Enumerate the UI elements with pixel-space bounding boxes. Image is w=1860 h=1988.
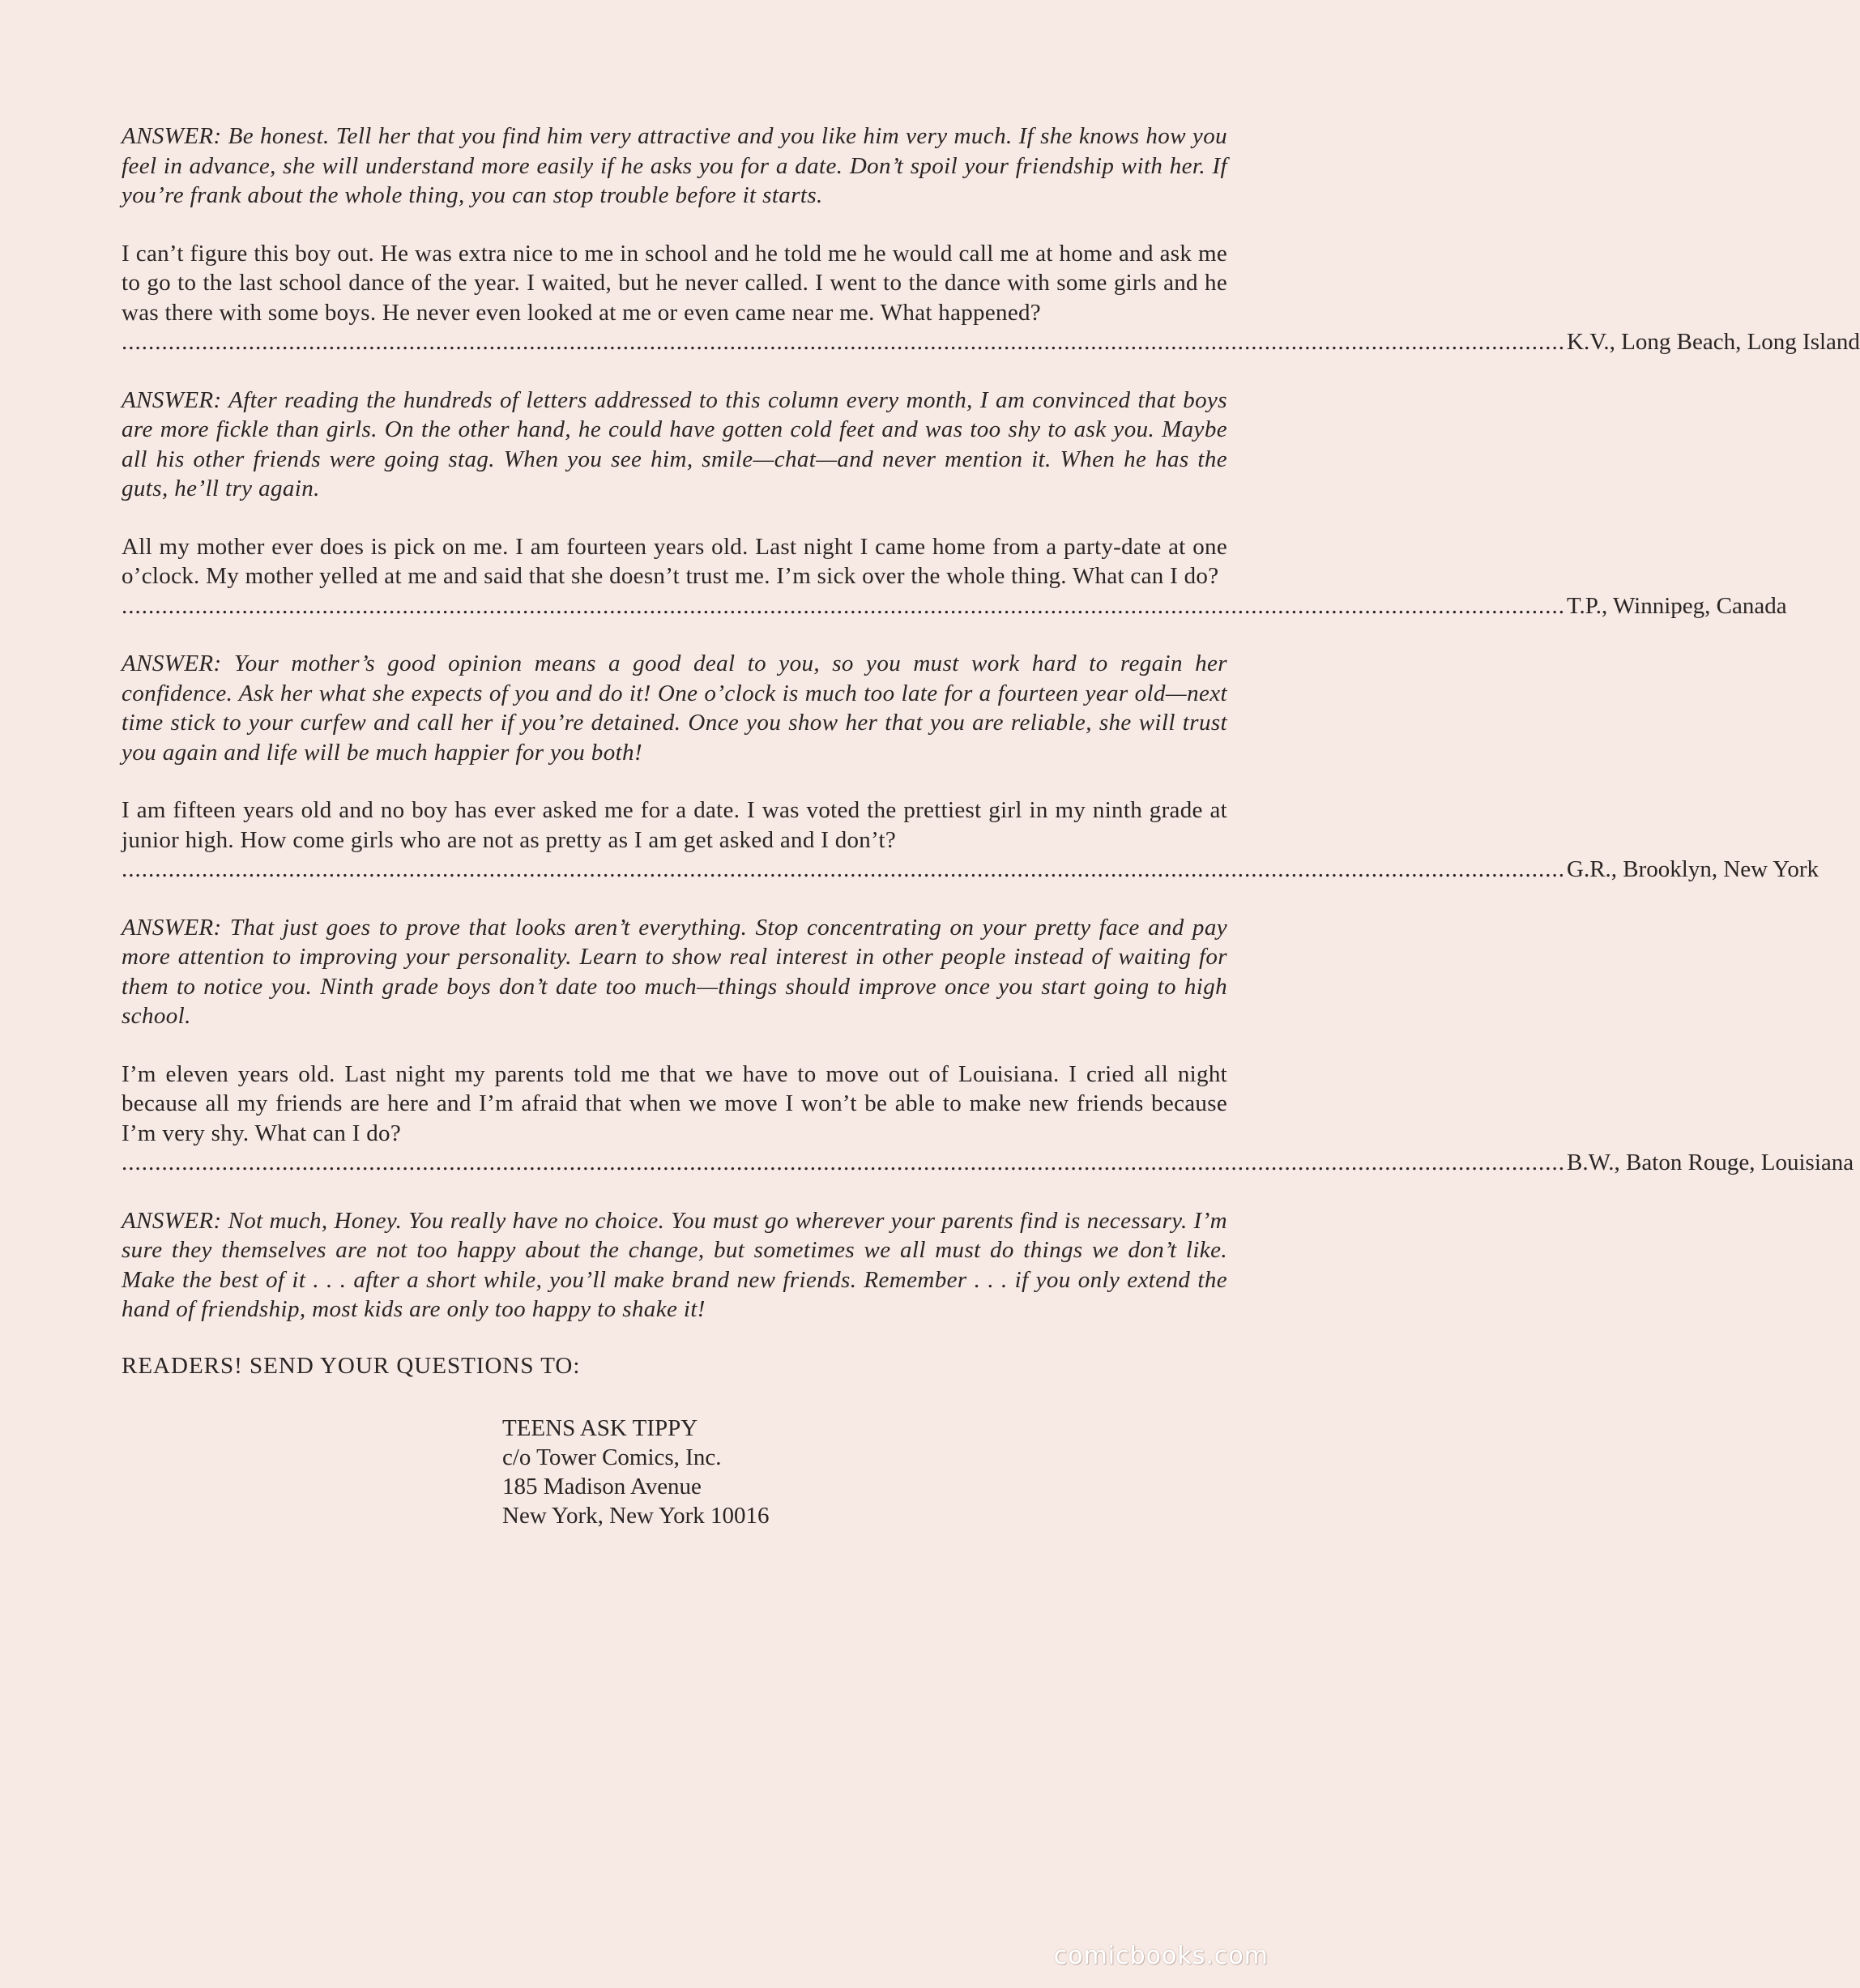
dot-leader: ........................................................................................................................................................................................................................ — [122, 329, 1565, 355]
answer-4: ANSWER: That just goes to prove that looks aren’t everything. Stop concentrating on your pretty face and pay more attention to improving your personality. Learn to show real interest in other people instead of waiting for them to notice you. Ninth grade boys don’t date too much—things should improve once you start going to high school. — [122, 914, 1227, 1029]
question-3: All my mother ever does is pick on me. I am fourteen years old. Last night I came home from a party-date at one o’clock. My mother yelled at me and said that she doesn’t trust me. I’m sick over the whole thing. What can I do? — [122, 533, 1227, 589]
question-5: I’m eleven years old. Last night my parents told me that we have to move out of Louisiana. I cried all night because all my friends are here and I’m afraid that when we move I won’t be able to make new friends because I’m very shy. What can I do? — [122, 1060, 1227, 1146]
dot-leader: ........................................................................................................................................................................................................................ — [122, 592, 1565, 619]
signature-5: B.W., Baton Rouge, Louisiana — [1567, 1150, 1854, 1175]
signature-2: K.V., Long Beach, Long Island — [1567, 329, 1860, 355]
readers-heading: READERS! SEND YOUR QUESTIONS TO: — [122, 1352, 581, 1379]
signature-line-2 — [122, 327, 1860, 357]
dot-leader: ........................................................................................................................................................................................................................ — [122, 856, 1565, 882]
answer-3: ANSWER: Your mother’s good opinion means a good deal to you, so you must work hard to regain her confidence. Ask her what she expects of you and do it! One o’clock is much too late for a fourteen year old—next time stick to your curfew and call her if you’re detained. Once you show her that you are reliable, she will trust you again and life will be much happier for you both! — [122, 651, 1227, 766]
signature-line-3 — [122, 591, 1787, 621]
signature-3: T.P., Winnipeg, Canada — [1567, 592, 1787, 619]
address-line-1: TEENS ASK TIPPY — [502, 1414, 698, 1441]
answer-5: ANSWER: Not much, Honey. You really have no choice. You must go wherever your parents find is necessary. I’m sure they themselves are not too happy about the change, but sometimes we all must do things we don’t like. Make the best of it . . . after a short while, you’ll make brand new friends. Remember . . . if you only extend the hand of friendship, most kids are only too happy to shake it! — [122, 1207, 1227, 1322]
question-4: I am fifteen years old and no boy has ever asked me for a date. I was voted the prettiest girl in my ninth grade at junior high. How come girls who are not as pretty as I am get asked and I don’t? — [122, 797, 1227, 853]
mailing-address — [502, 1414, 1227, 1530]
answer-2: ANSWER: After reading the hundreds of letters addressed to this column every month, I am convinced that boys are more fickle than girls. On the other hand, he could have gotten cold feet and was too shy to ask you. Maybe all his other friends were going stag. When you see him, smile—chat—and never mention it. When he has the guts, he’ll try again. — [122, 386, 1227, 501]
watermark: comicbooks.com — [1053, 1942, 1269, 1970]
question-2: I can’t figure this boy out. He was extra nice to me in school and he told me he would call me at home and ask me to go to the last school dance of the year. I waited, but he never called. I went to the dance with some girls and he was there with some boys. He never even looked at me or even came near me. What happened? — [122, 240, 1227, 326]
answer-1: ANSWER: Be honest. Tell her that you find him very attractive and you like him very much. If she knows how you feel in advance, she will understand more easily if he asks you for a date. Don’t spoil your friendship with her. If you’re frank about the whole thing, you can stop trouble before it starts. — [122, 123, 1227, 208]
signature-line-4 — [122, 855, 1819, 885]
address-line-2: c/o Tower Comics, Inc. — [502, 1444, 722, 1470]
advice-column — [122, 122, 1860, 1530]
dot-leader: ........................................................................................................................................................................................................................ — [122, 1150, 1565, 1175]
address-line-4: New York, New York 10016 — [502, 1502, 770, 1529]
signature-line-5 — [122, 1148, 1854, 1178]
address-line-3: 185 Madison Avenue — [502, 1473, 702, 1500]
signature-4: G.R., Brooklyn, New York — [1567, 856, 1819, 882]
